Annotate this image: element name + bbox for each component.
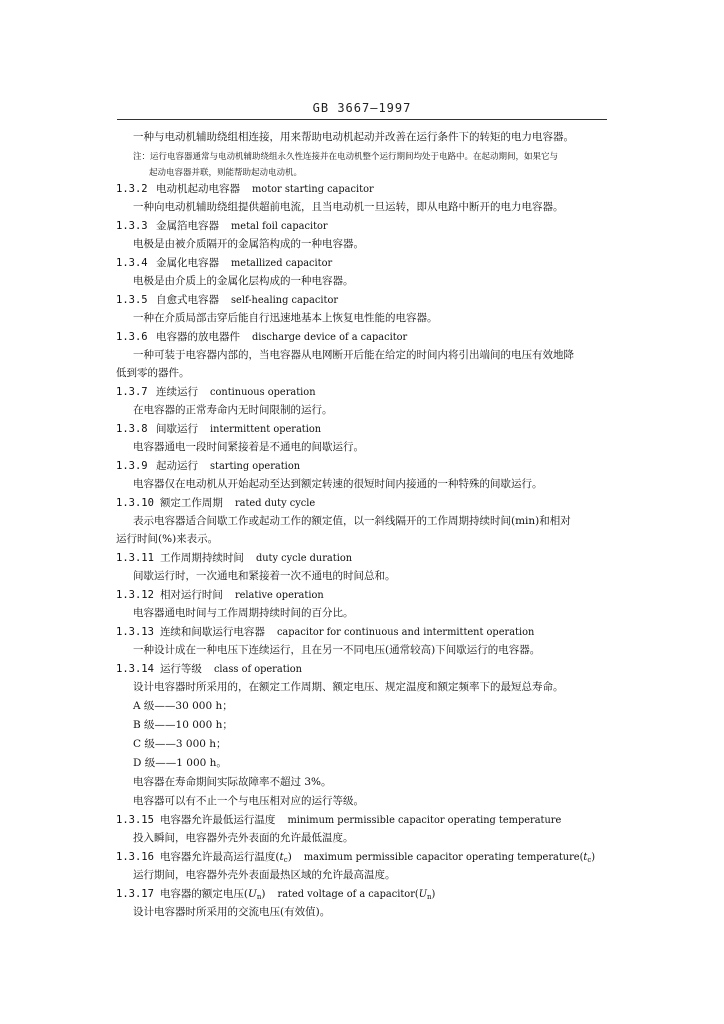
term-en: minimum permissible capacitor operating temperature: [287, 815, 562, 826]
term-number: 1.3.17: [116, 888, 154, 900]
term-en: starting operation: [210, 461, 301, 472]
term-definition: 一种可装于电容器内部的，当电容器从电网断开后能在给定的时间内将引出端间的电压有效地降: [133, 349, 574, 361]
term-definition: 设计电容器时所采用的，在额定工作周期、额定电压、规定温度和额定频率下的最短总寿命。: [133, 681, 564, 693]
term-cn: 电动机起动电容器: [156, 183, 240, 195]
term-1-3-13: [116, 625, 534, 640]
term-definition: 电极是由介质上的金属化层构成的一种电容器。: [133, 275, 354, 287]
term-1-3-12: [116, 588, 324, 603]
term-1-3-11: [116, 551, 352, 566]
term-cn-text: 电容器允许最高运行温度(: [159, 851, 280, 863]
intro-line: 一种与电动机辅助绕组相连接，用来帮助电动机起动并改善在运行条件下的转矩的电力电容器。: [133, 131, 574, 143]
class-item: D 级——1 000 h。: [133, 757, 227, 769]
term-number: 1.3.4: [116, 257, 148, 269]
symbol-subscript: c: [587, 856, 592, 864]
symbol-subscript: n: [426, 893, 432, 901]
symbol: U: [248, 888, 257, 900]
term-number: 1.3.7: [116, 386, 148, 398]
term-1-3-16: [116, 850, 595, 867]
term-definition: 电容器仅在电动机从开始起动至达到额定转速的很短时间内接通的一种特殊的间歇运行。: [133, 478, 543, 490]
term-definition: 设计电容器时所采用的交流电压(有效值)。: [133, 906, 331, 918]
term-cn: 电容器的放电器件: [156, 331, 240, 343]
term-en: [304, 852, 595, 863]
symbol: U: [418, 889, 427, 900]
term-definition: 表示电容器适合间歇工作或起动工作的额定值，以一斜线隔开的工作周期持续时间(min)和相对: [133, 515, 571, 527]
term-1-3-9: [116, 459, 300, 474]
paren-close: ): [287, 851, 292, 863]
term-1-3-17: [116, 887, 435, 904]
term-definition: 运行期间，电容器外壳外表面最热区域的允许最高温度。: [133, 869, 396, 881]
term-en: relative operation: [234, 590, 324, 601]
term-en: class of operation: [213, 664, 302, 675]
note-line-2: 起动电容器并联，则能帮助起动电动机。: [149, 168, 303, 178]
term-1-3-3: [116, 219, 328, 234]
term-cn: [160, 888, 266, 900]
term-number: 1.3.8: [116, 423, 148, 435]
term-definition: 在电容器的正常寿命内无时间限制的运行。: [133, 404, 333, 416]
term-cn: 相对运行时间: [159, 589, 223, 601]
term-number: 1.3.16: [116, 851, 154, 863]
term-cn: 金属化电容器: [156, 257, 219, 269]
term-cn-text: 电容器的额定电压(: [159, 888, 249, 900]
term-cn: 工作周期持续时间: [159, 552, 244, 564]
term-cn: 额定工作周期: [159, 497, 223, 509]
term-cn: 自愈式电容器: [156, 294, 219, 306]
term-number: 1.3.11: [116, 552, 154, 564]
term-en: motor starting capacitor: [252, 184, 374, 195]
paren-close: ): [431, 889, 436, 900]
term-definition: 一种向电动机辅助绕组提供超前电流，且当电动机一旦运转，即从电路中断开的电力电容器。: [133, 201, 564, 213]
term-definition: 间歇运行时，一次通电和紧接着一次不通电的时间总和。: [133, 570, 396, 582]
term-1-3-14: [116, 662, 302, 677]
term-en: discharge device of a capacitor: [252, 332, 408, 343]
term-1-3-4: [116, 256, 332, 271]
note-line-1: 注：运行电容器通常与电动机辅助绕组永久性连接并在电动机整个运行期间均处于电路中。在起动期间，如果它与: [133, 152, 559, 162]
symbol: t: [583, 852, 588, 863]
class-item: A 级——30 000 h；: [133, 700, 233, 712]
term-number: 1.3.5: [116, 294, 148, 306]
term-en: intermittent operation: [210, 424, 322, 435]
term-1-3-2: [116, 182, 374, 197]
term-cn: 电容器允许最低运行温度: [159, 814, 276, 826]
class-note: 电容器在寿命期间实际故障率不超过 3%。: [133, 776, 332, 788]
term-1-3-8: [116, 422, 321, 437]
term-en-text: maximum permissible capacitor operating temperature(: [303, 852, 584, 863]
term-en: continuous operation: [210, 387, 316, 398]
class-note: 电容器可以有不止一个与电压相对应的运行等级。: [133, 795, 364, 807]
term-definition-cont: 低到零的器件。: [116, 367, 190, 379]
term-en: duty cycle duration: [255, 553, 353, 564]
term-cn: 连续和间歇运行电容器: [159, 626, 265, 638]
term-1-3-5: [116, 293, 338, 308]
paren-close: ): [591, 852, 596, 863]
term-definition: 一种设计成在一种电压下连续运行，且在另一不同电压(通常较高)下间歇运行的电容器。: [133, 644, 541, 656]
term-definition: 电容器通电时间与工作周期持续时间的百分比。: [133, 607, 354, 619]
term-cn: [160, 851, 292, 863]
term-number: 1.3.2: [116, 183, 148, 195]
term-en-text: rated voltage of a capacitor(: [277, 889, 419, 900]
class-item: B 级——10 000 h；: [133, 719, 233, 731]
symbol: t: [279, 851, 284, 863]
term-number: 1.3.15: [116, 814, 154, 826]
term-number: 1.3.3: [116, 220, 148, 232]
term-cn: 间歇运行: [156, 423, 198, 435]
term-en: metal foil capacitor: [231, 221, 328, 232]
term-en: rated duty cycle: [234, 498, 316, 509]
term-en: metallized capacitor: [231, 258, 333, 269]
symbol-subscript: n: [256, 893, 262, 901]
term-cn: 金属箔电容器: [156, 220, 219, 232]
term-number: 1.3.14: [116, 663, 154, 675]
term-1-3-10: [116, 496, 315, 511]
term-number: 1.3.9: [116, 460, 148, 472]
term-1-3-6: [116, 330, 407, 345]
term-definition: 一种在介质局部击穿后能自行迅速地基本上恢复电性能的电容器。: [133, 312, 438, 324]
term-number: 1.3.6: [116, 331, 148, 343]
term-number: 1.3.10: [116, 497, 154, 509]
term-definition-cont: 运行时间(%)来表示。: [116, 533, 219, 545]
term-number: 1.3.12: [116, 589, 154, 601]
term-cn: 运行等级: [159, 663, 202, 675]
term-cn: 连续运行: [156, 386, 198, 398]
term-number: 1.3.13: [116, 626, 154, 638]
term-1-3-15: [116, 813, 561, 828]
class-item: C 级——3 000 h；: [133, 738, 227, 750]
standard-code-header: GB 3667—1997: [312, 101, 412, 115]
term-en: capacitor for continuous and intermittent operation: [276, 627, 535, 638]
term-definition: 电极是由被介质隔开的金属箔构成的一种电容器。: [133, 238, 364, 250]
symbol-subscript: c: [283, 856, 288, 864]
term-1-3-7: [116, 385, 316, 400]
term-cn: 起动运行: [156, 460, 198, 472]
term-en: [278, 889, 436, 900]
term-en: self-healing capacitor: [231, 295, 339, 306]
term-definition: 投入瞬间，电容器外壳外表面的允许最低温度。: [133, 832, 354, 844]
term-definition: 电容器通电一段时间紧接着是不通电的间歇运行。: [133, 441, 364, 453]
paren-close: ): [261, 888, 266, 900]
